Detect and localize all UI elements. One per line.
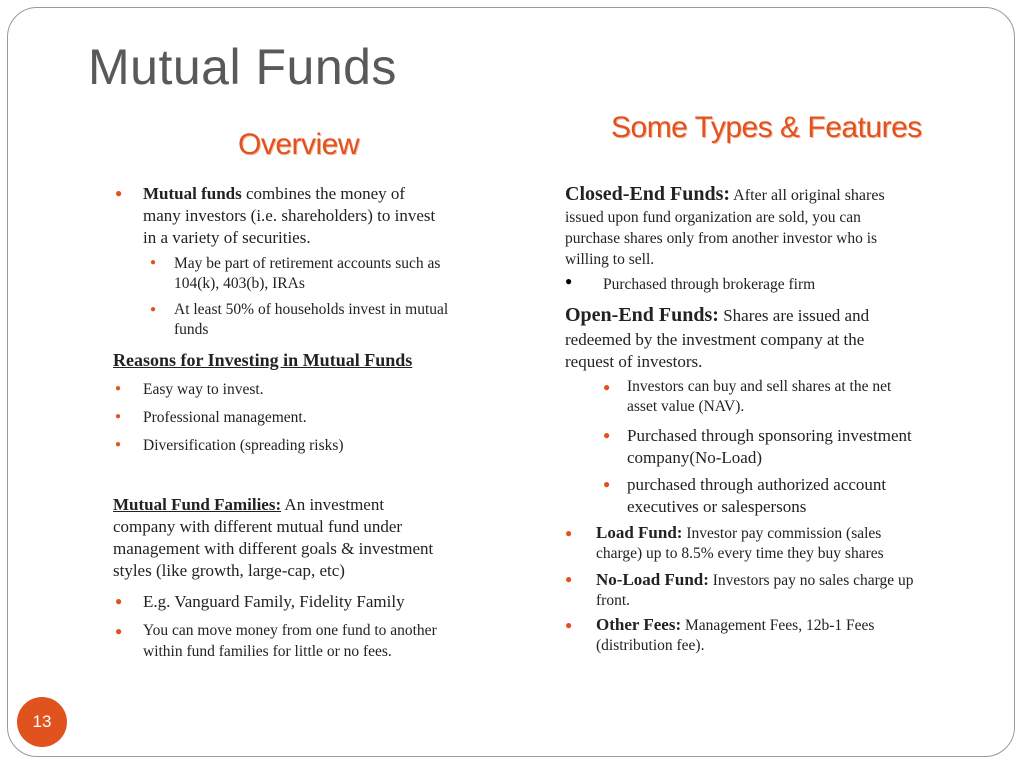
text-line: purchase shares only from another investor who is: [565, 230, 878, 247]
text-line: company with different mutual fund under: [113, 517, 403, 536]
mutual-funds-definition: [143, 183, 405, 204]
reason-item: Diversification (spreading risks): [143, 437, 344, 454]
bullet-icon: ●: [115, 411, 122, 422]
bullet-icon: ●: [150, 257, 157, 268]
open-end-line: [565, 305, 869, 326]
families-line: [113, 494, 384, 515]
closed-end-line: [565, 184, 885, 206]
bullet-icon: ●: [603, 380, 611, 394]
mutual-funds-term: Mutual funds: [143, 184, 242, 203]
text-line: 104(k), 403(b), IRAs: [174, 275, 305, 292]
load-fund-line: [596, 522, 881, 544]
bullet-icon: ●: [565, 572, 573, 586]
text-line: (distribution fee).: [596, 637, 705, 654]
text-line: within fund families for little or no fees.: [143, 643, 392, 660]
text: Investor pay commission (sales: [682, 525, 882, 542]
text-line: many investors (i.e. shareholders) to invest: [143, 206, 436, 225]
reason-item: Professional management.: [143, 409, 307, 426]
bullet-icon: ●: [115, 624, 123, 638]
text: After all original shares: [730, 187, 885, 204]
text-line: executives or salespersons: [627, 497, 807, 516]
bullet-icon: ●: [115, 594, 123, 608]
example-line: E.g. Vanguard Family, Fidelity Family: [143, 592, 405, 611]
text-line: asset value (NAV).: [627, 398, 745, 415]
bullet-icon: ●: [565, 274, 573, 288]
text-line: front.: [596, 592, 631, 609]
text-line: willing to sell.: [565, 251, 655, 268]
text-line: At least 50% of households invest in mutual: [174, 301, 449, 318]
text: Investors pay no sales charge up: [708, 572, 914, 589]
open-end-label: Open-End Funds:: [565, 304, 719, 326]
text-line: company(No-Load): [627, 448, 763, 467]
text-line: Investors can buy and sell shares at the net: [627, 378, 892, 395]
bullet-icon: ●: [115, 439, 122, 450]
text-line: request of investors.: [565, 352, 703, 371]
text-line: Purchased through sponsoring investment: [627, 426, 912, 445]
load-fund-label: Load Fund:: [596, 523, 683, 542]
text-line: May be part of retirement accounts such as: [174, 255, 441, 272]
closed-end-label: Closed-End Funds:: [565, 183, 731, 205]
text-line: redeemed by the investment company at the: [565, 330, 865, 349]
no-load-fund-label: No-Load Fund:: [596, 570, 709, 589]
slide-title: Mutual Funds: [88, 39, 397, 95]
text-line: management with different goals & investment: [113, 539, 434, 558]
bullet-icon: ●: [603, 477, 611, 491]
reasons-heading: Reasons for Investing in Mutual Funds: [113, 350, 413, 370]
text-line: issued upon fund organization are sold, you can: [565, 209, 861, 226]
types-features-heading: Some Types & Features: [611, 111, 922, 144]
text-line: Purchased through brokerage firm: [603, 276, 816, 293]
text: Management Fees, 12b-1 Fees: [681, 617, 875, 634]
families-label: Mutual Fund Families:: [113, 495, 282, 514]
text-line: charge) up to 8.5% every time they buy shares: [596, 545, 884, 562]
reason-item: Easy way to invest.: [143, 381, 264, 398]
other-fees-label: Other Fees:: [596, 615, 682, 634]
overview-heading: Overview: [238, 128, 360, 161]
bullet-icon: ●: [603, 428, 611, 442]
text: combines the money of: [241, 184, 406, 203]
bullet-icon: ●: [565, 526, 573, 540]
text-line: in a variety of securities.: [143, 228, 311, 247]
bullet-icon: ●: [115, 383, 122, 394]
text-line: You can move money from one fund to another: [143, 622, 437, 639]
other-fees-line: [596, 614, 874, 636]
text-line: funds: [174, 321, 209, 338]
text-line: purchased through authorized account: [627, 475, 887, 494]
text: An investment: [281, 495, 385, 514]
text: Shares are issued and: [718, 306, 870, 325]
page-number-badge: 13: [17, 697, 67, 747]
text-line: styles (like growth, large-cap, etc): [113, 561, 345, 580]
bullet-icon: ●: [150, 304, 157, 315]
no-load-fund-line: [596, 569, 914, 591]
bullet-icon: ●: [565, 618, 573, 632]
bullet-icon: ●: [115, 186, 123, 200]
